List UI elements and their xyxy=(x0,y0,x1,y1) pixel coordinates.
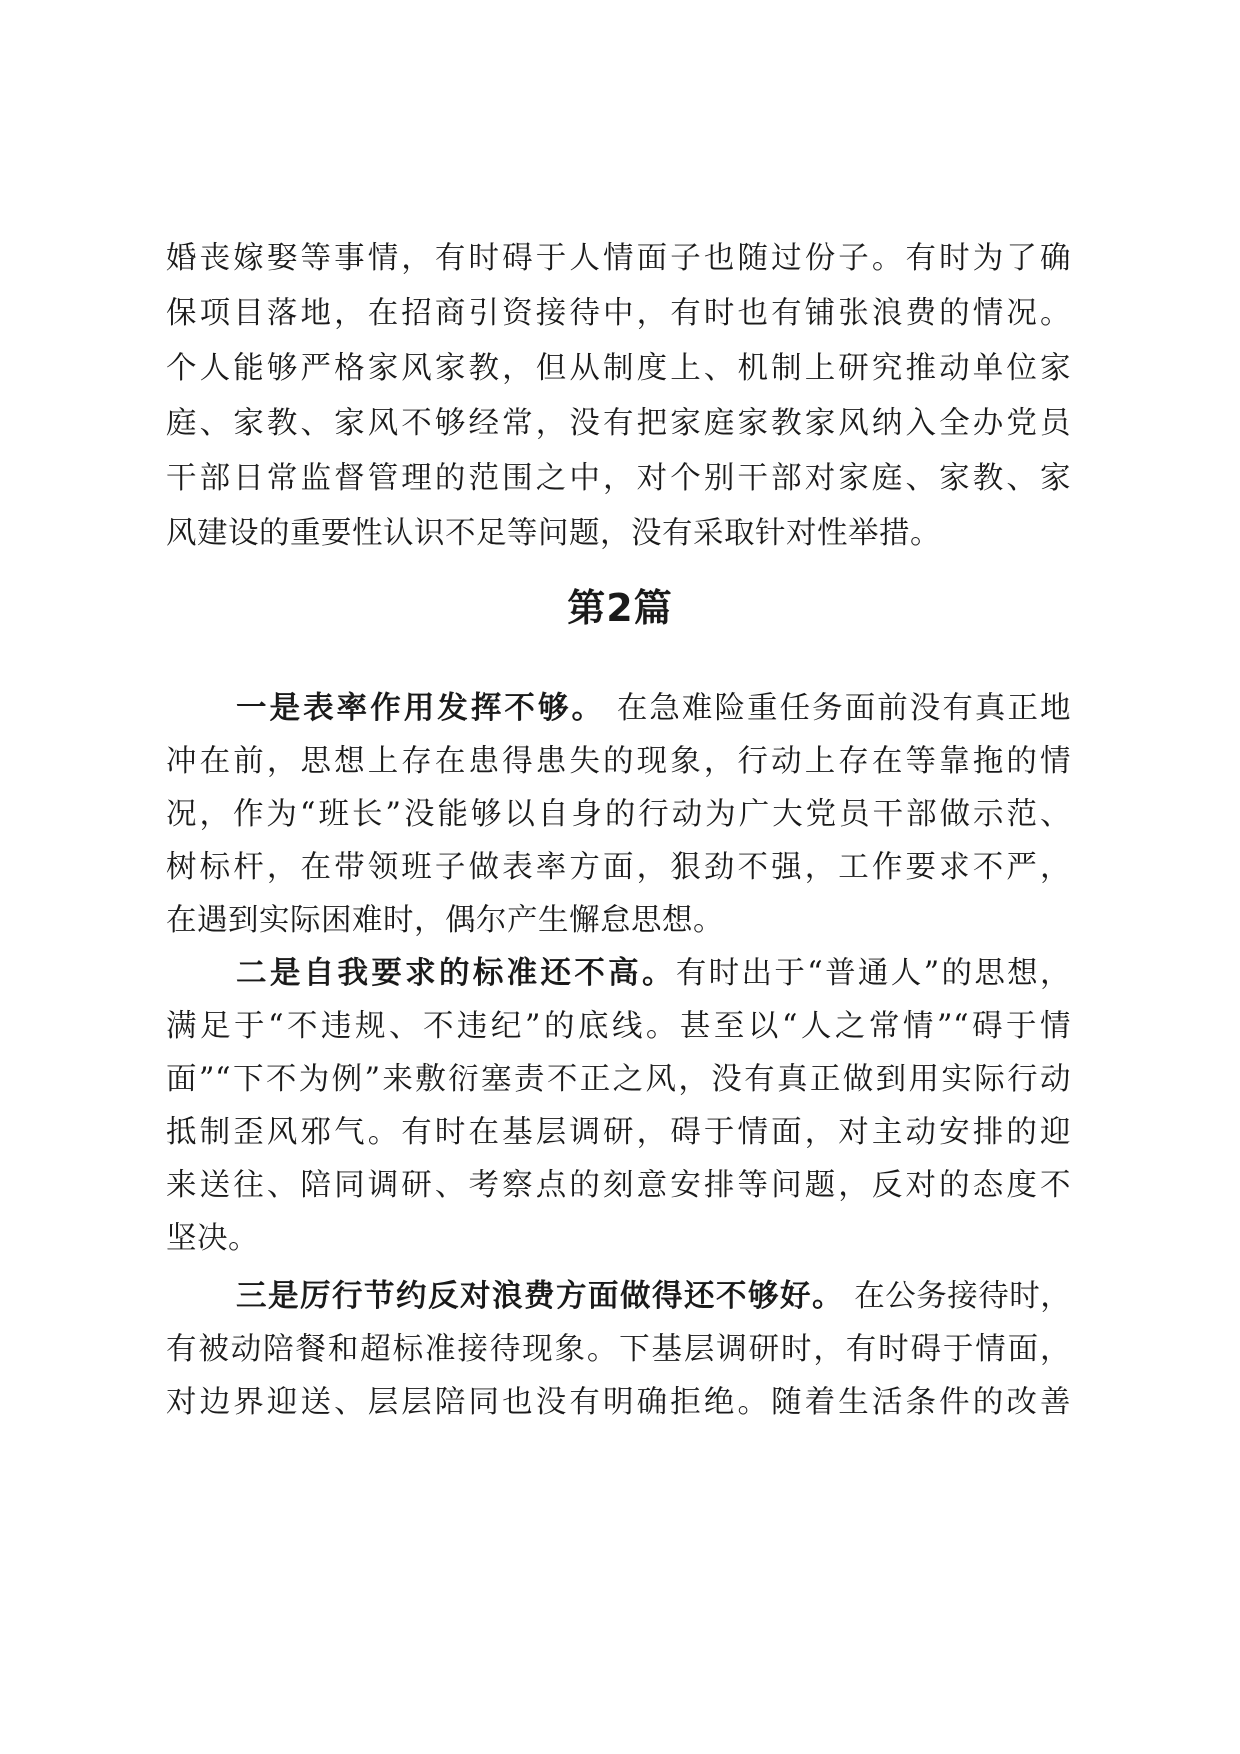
point-1-line-1-text: 在急难险重任务面前没有真正地 xyxy=(605,691,1071,726)
point-2-line-4: 抵制歪风邪气。有时在基层调研，碍于情面，对主动安排的迎 xyxy=(166,1115,1071,1150)
paragraph-1-line-2: 保项目落地，在招商引资接待中，有时也有铺张浪费的情况。 xyxy=(166,296,1071,331)
paragraph-1-line-5: 干部日常监督管理的范围之中，对个别干部对家庭、家教、家 xyxy=(166,461,1071,496)
point-1-line-1 xyxy=(236,684,1071,734)
point-2-line-5: 来送往、陪同调研、考察点的刻意安排等问题，反对的态度不 xyxy=(166,1168,1071,1203)
point-3-line-3: 对边界迎送、层层陪同也没有明确拒绝。随着生活条件的改善 xyxy=(166,1385,1071,1420)
point-1-line-2: 冲在前，思想上存在患得患失的现象，行动上存在等靠拖的情 xyxy=(166,744,1071,779)
point-1-lead: 一是表率作用发挥不够。 xyxy=(236,691,606,726)
point-1-line-4: 树标杆，在带领班子做表率方面，狠劲不强，工作要求不严， xyxy=(166,850,1071,885)
point-1-line-3: 况，作为“班长”没能够以自身的行动为广大党员干部做示范、 xyxy=(166,797,1071,832)
point-2-line-2: 满足于“不违规、不违纪”的底线。甚至以“人之常情”“碍于情 xyxy=(166,1009,1071,1044)
paragraph-1-line-4: 庭、家教、家风不够经常，没有把家庭家教家风纳入全办党员 xyxy=(166,406,1071,441)
point-3-line-2: 有被动陪餐和超标准接待现象。下基层调研时，有时碍于情面， xyxy=(166,1332,1071,1367)
point-2-line-6: 坚决。 xyxy=(166,1221,259,1256)
point-1-line-5: 在遇到实际困难时，偶尔产生懈怠思想。 xyxy=(166,903,724,938)
point-3-lead: 三是厉行节约反对浪费方面做得还不够好。 xyxy=(236,1279,844,1314)
point-3-line-1-text: 在公务接待时， xyxy=(844,1279,1072,1314)
point-2-lead: 二是自我要求的标准还不高。 xyxy=(236,956,676,991)
paragraph-1-line-6: 风建设的重要性认识不足等问题，没有采取针对性举措。 xyxy=(166,516,941,551)
paragraph-1-line-3: 个人能够严格家风家教，但从制度上、机制上研究推动单位家 xyxy=(166,351,1071,386)
point-2-line-1 xyxy=(236,949,1071,999)
point-2-line-1-text: 有时出于“普通人”的思想， xyxy=(675,956,1072,991)
point-2-line-3: 面”“下不为例”来敷衍塞责不正之风，没有真正做到用实际行动 xyxy=(166,1062,1071,1097)
paragraph-1-line-1: 婚丧嫁娶等事情，有时碍于人情面子也随过份子。有时为了确 xyxy=(166,241,1071,276)
section-heading: 第2篇 xyxy=(567,586,673,630)
point-3-line-1 xyxy=(236,1272,1071,1322)
